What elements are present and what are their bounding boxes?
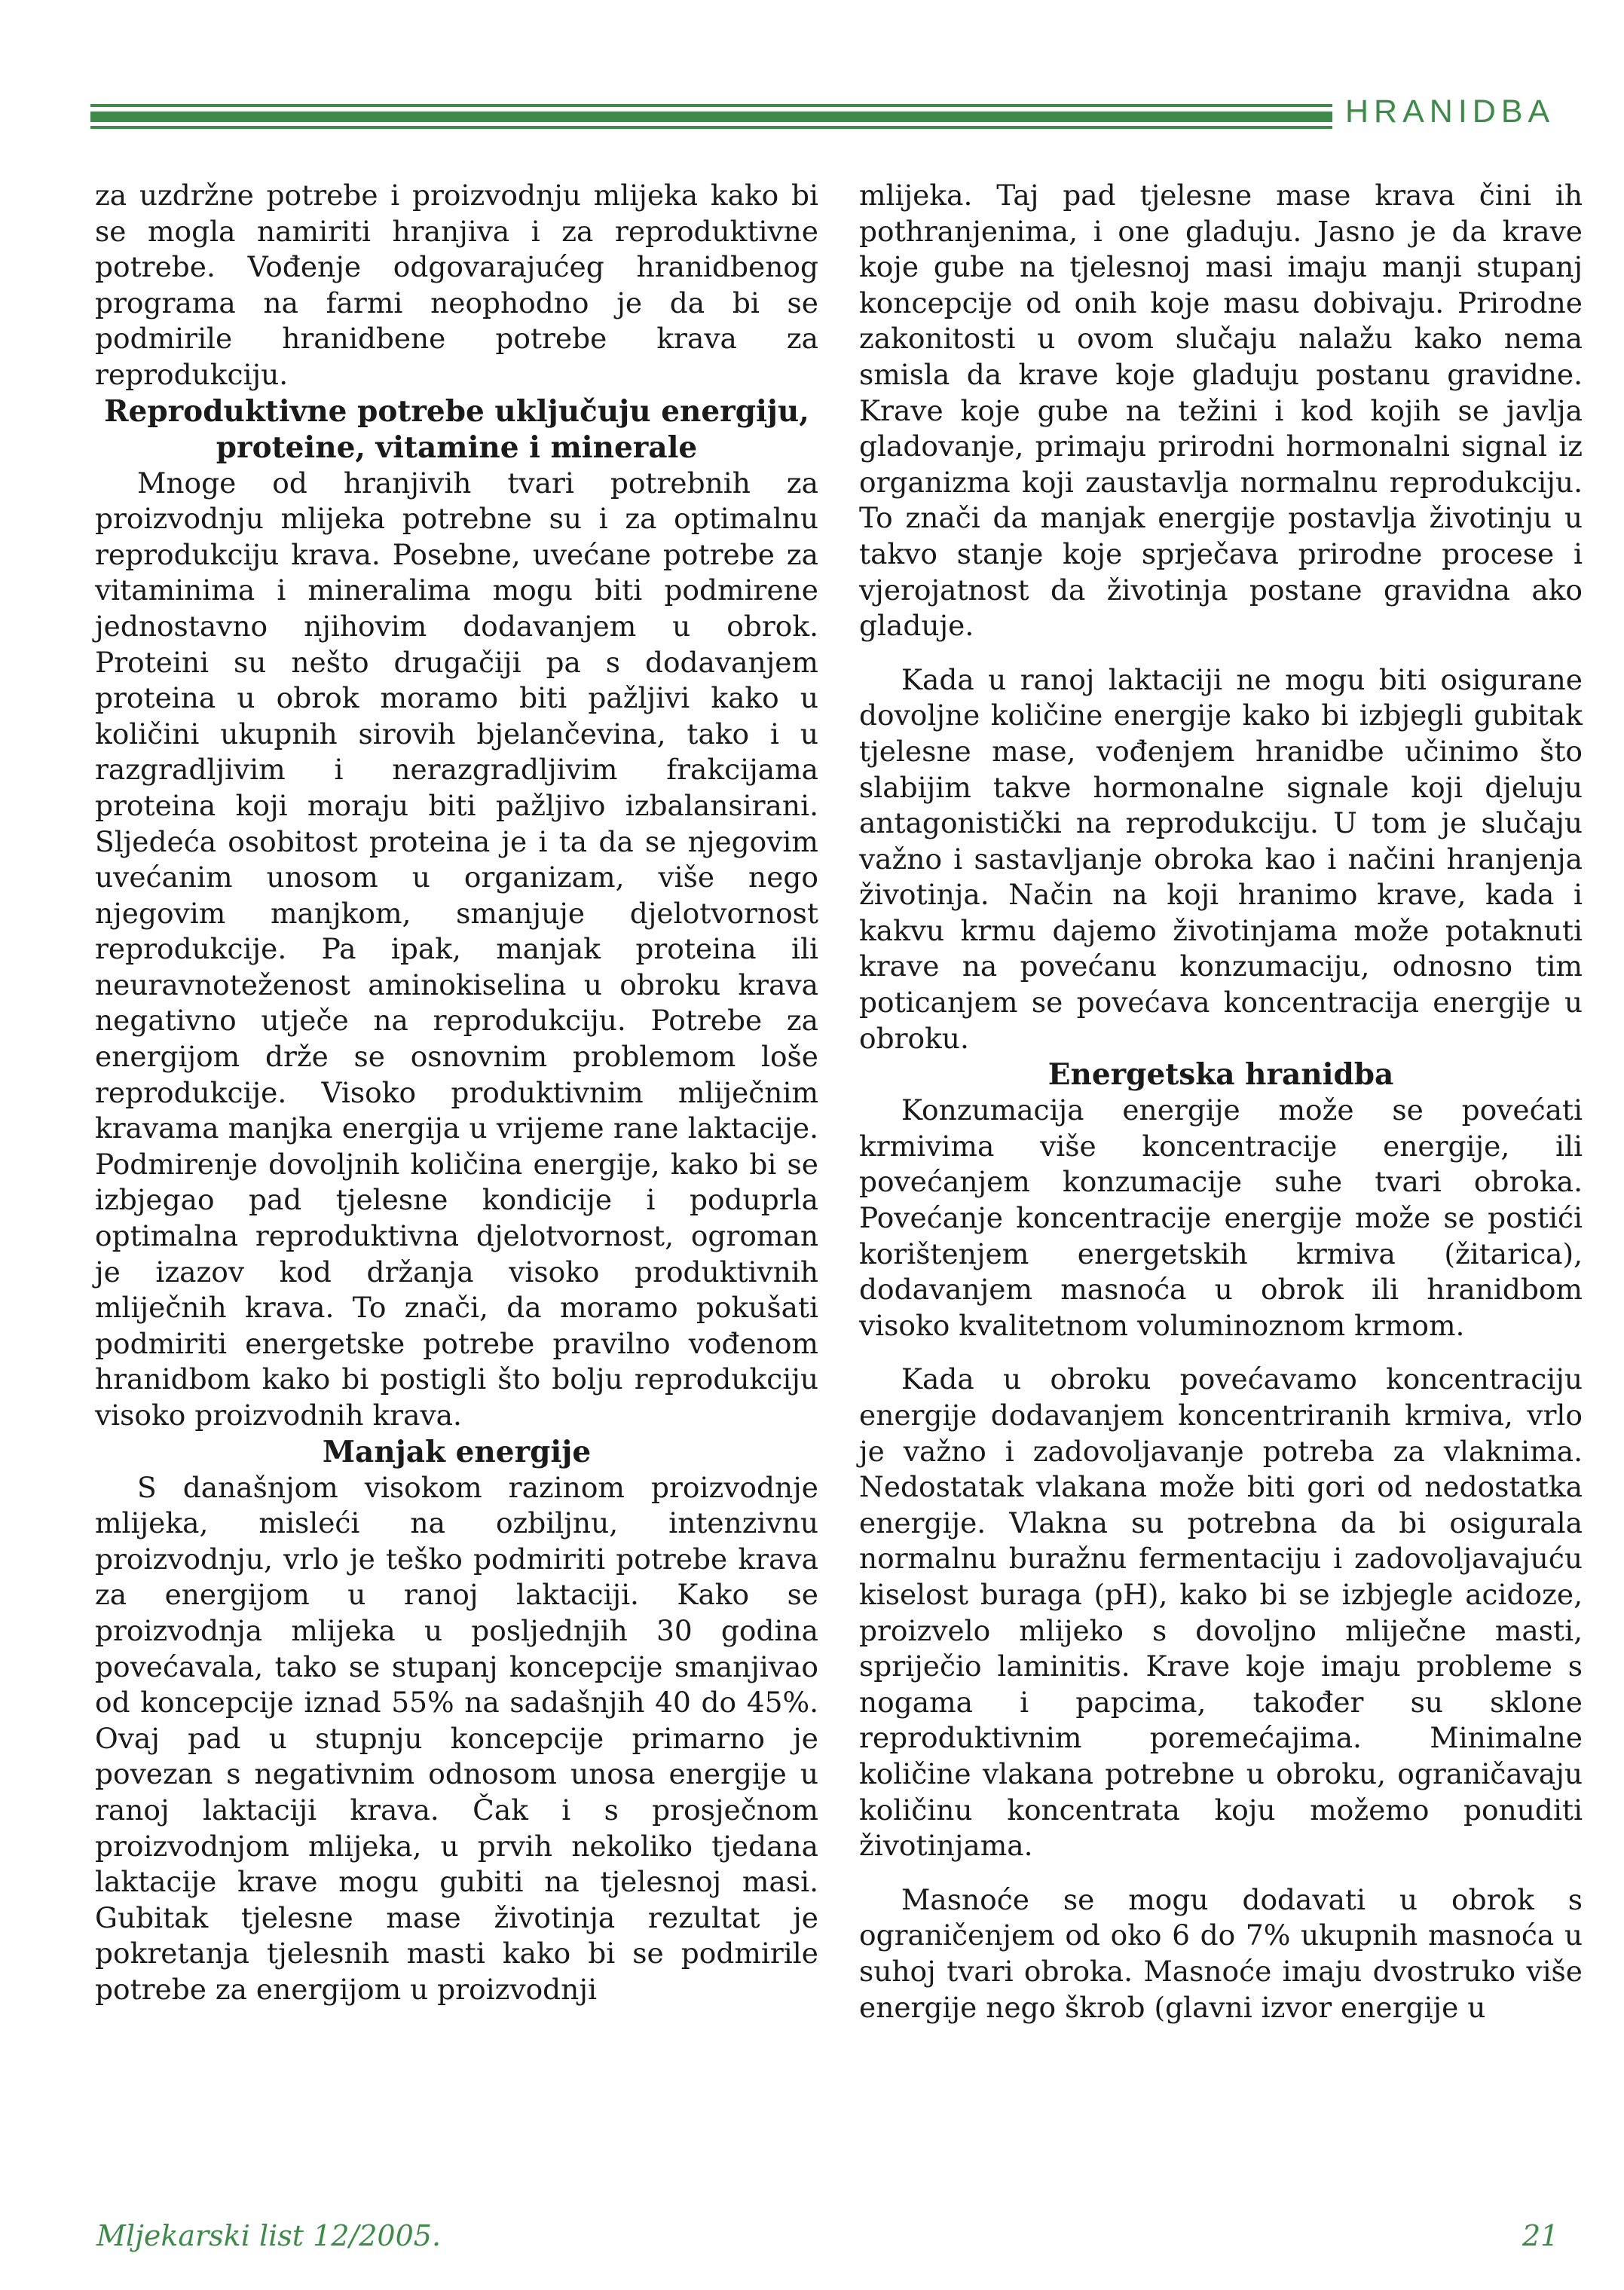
left-column xyxy=(95,178,818,2008)
left-paragraph-1: za uzdržne potrebe i proizvodnju mlijeka kako bi se mogla namiriti hranjiva i za reproduktivne potrebe. Vođenje odgovarajućeg hranidbenog programa na farmi neophodno je da bi se podmirile hranidbene potrebe krava za reprodukciju. xyxy=(95,179,818,391)
page-header xyxy=(90,93,1566,139)
right-paragraph-1: mlijeka. Taj pad tjelesne mase krava čini ih pothranjenima, i one gladuju. Jasno je da krave koje gube na tjelesnoj masi imaju manji stupanj koncepcije od onih koje masu dobivaju. Prirodne zakonitosti u ovom slučaju nalažu kako nema smisla da krave koje gladuju postanu gravidne. Krave koje gube na težini i kod kojih se javlja gladovanje, primaju prirodni hormonalni signal iz organizma koji zaustavlja normalnu reprodukciju. To znači da manjak energije postavlja životinju u takvo stanje koje sprječava prirodne procese i vjerojatnost da životinja postane gravidna ako gladuje. xyxy=(859,179,1583,643)
heading-reproductive-needs: Reproduktivne potrebe uključuju energiju, proteine, vitamine i minerale xyxy=(104,393,809,465)
right-column xyxy=(859,178,1583,2026)
footer-page-number: 21 xyxy=(1522,2219,1559,2252)
right-paragraph-4: Kada u obroku povećavamo koncentraciju energije dodavanjem koncentriranih krmiva, vrlo je važno i zadovoljavanje potreba za vlaknima. Nedostatak vlakana može biti gori od nedostatka energije. Vlakna su potrebna da bi osigurala normalnu buražnu fermentaciju i zadovoljavajuću kiselost buraga (pH), kako bi se izbjegle acidoze, proizvelo mlijeko s dovoljno mliječne masti, spriječio laminitis. Krave koje imaju probleme s nogama i papcima, također su sklone reproduktivnim poremećajima. Minimalne količine vlakana potrebne u obroku, ograničavaju količinu koncentrata koju možemo ponuditi životinjama. xyxy=(859,1362,1583,1863)
left-paragraph-2: Mnoge od hranjivih tvari potrebnih za proizvodnju mlijeka potrebne su i za optimalnu reprodukciju krava. Posebne, uvećane potrebe za vitaminima i mineralima mogu biti podmirene jednostavno njihovim dodavanjem u obrok. Proteini su nešto drugačiji pa s dodavanjem proteina u obrok moramo biti pažljivi kako u količini ukupnih sirovih bjelančevina, tako i u razgradljivim i nerazgradljivim frakcijama proteina koji moraju biti pažljivo izbalansirani. Sljedeća osobitost proteina je i ta da se njegovim uvećanim unosom u organizam, više nego njegovim manjkom, smanjuje djelotvornost reprodukcije. Pa ipak, manjak proteina ili neuravnoteženost aminokiselina u obroku krava negativno utječe na reprodukciju. Potrebe za energijom drže se osnovnim problemom loše reprodukcije. Visoko produktivnim mliječnim kravama manjka energija u vrijeme rane laktacije. Podmirenje dovoljnih količina energije, kako bi se izbjegao pad tjelesne kondicije i poduprla optimalna reproduktivna djelotvornost, ogroman je izazov kod držanja visoko produktivnih mliječnih krava. To znači, da moramo pokušati podmiriti energetske potrebe pravilno vođenom hranidbom kako bi postigli što bolju reprodukciju visoko proizvodnih krava. xyxy=(95,466,818,1432)
right-paragraph-2: Kada u ranoj laktaciji ne mogu biti osigurane dovoljne količine energije kako bi izbjegli gubitak tjelesne mase, vođenjem hranidbe učinimo što slabijim takve hormonalne signale koji djeluju antagonistički na reprodukciju. U tom je slučaju važno i sastavljanje obroka kao i načini hranjenja životinja. Način na koji hranimo krave, kada i kakvu krmu dajemo životinjama može potaknuti krave na povećanu konzumaciju, odnosno tim poticanjem se povećava koncentracija energije u obroku. xyxy=(859,662,1583,1055)
footer-publication: Mljekarski list 12/2005. xyxy=(96,2219,442,2252)
header-rule-lines xyxy=(90,104,1332,131)
right-paragraph-3: Konzumacija energije može se povećati krmivima više koncentracije energije, ili povećanjem konzumacije suhe tvari obroka. Povećanje koncentracije energije može se postići korištenjem energetskih krmiva (žitarica), dodavanjem masnoća u obrok ili hranidbom visoko kvalitetnom voluminoznom krmom. xyxy=(859,1093,1583,1342)
header-rule-thick xyxy=(90,112,1332,122)
left-paragraph-3: S današnjom visokom razinom proizvodnje mlijeka, misleći na ozbiljnu, intenzivnu proizvodnju, vrlo je teško podmiriti potrebe krava za energijom u ranoj laktaciji. Kako se proizvodnja mlijeka u posljednjih 30 godina povećavala, tako se stupanj koncepcije smanjivao od koncepcije iznad 55% na sadašnjih 40 do 45%. Ovaj pad u stupnju koncepcije primarno je povezan s negativnim odnosom unosa energije u ranoj laktaciji krava. Čak i s prosječnom proizvodnjom mlijeka, u prvih nekoliko tjedana laktacije krave mogu gubiti na tjelesnoj masi. Gubitak tjelesne mase životinja rezultat je pokretanja tjelesnih masti kako bi se podmirile potrebe za energijom u proizvodnji xyxy=(95,1470,818,2006)
header-rule-thin-top xyxy=(90,104,1332,107)
right-paragraph-5: Masnoće se mogu dodavati u obrok s ograničenjem od oko 6 do 7% ukupnih masnoća u suhoj tvari obroka. Masnoće imaju dvostruko više energije nego škrob (glavni izvor energije u xyxy=(859,1882,1583,2024)
heading-energy-deficit: Manjak energije xyxy=(322,1434,592,1469)
header-rule-thin-bottom xyxy=(90,126,1332,129)
heading-energy-feeding: Energetska hranidba xyxy=(1047,1057,1394,1093)
section-title: HRANIDBA xyxy=(1345,93,1555,130)
